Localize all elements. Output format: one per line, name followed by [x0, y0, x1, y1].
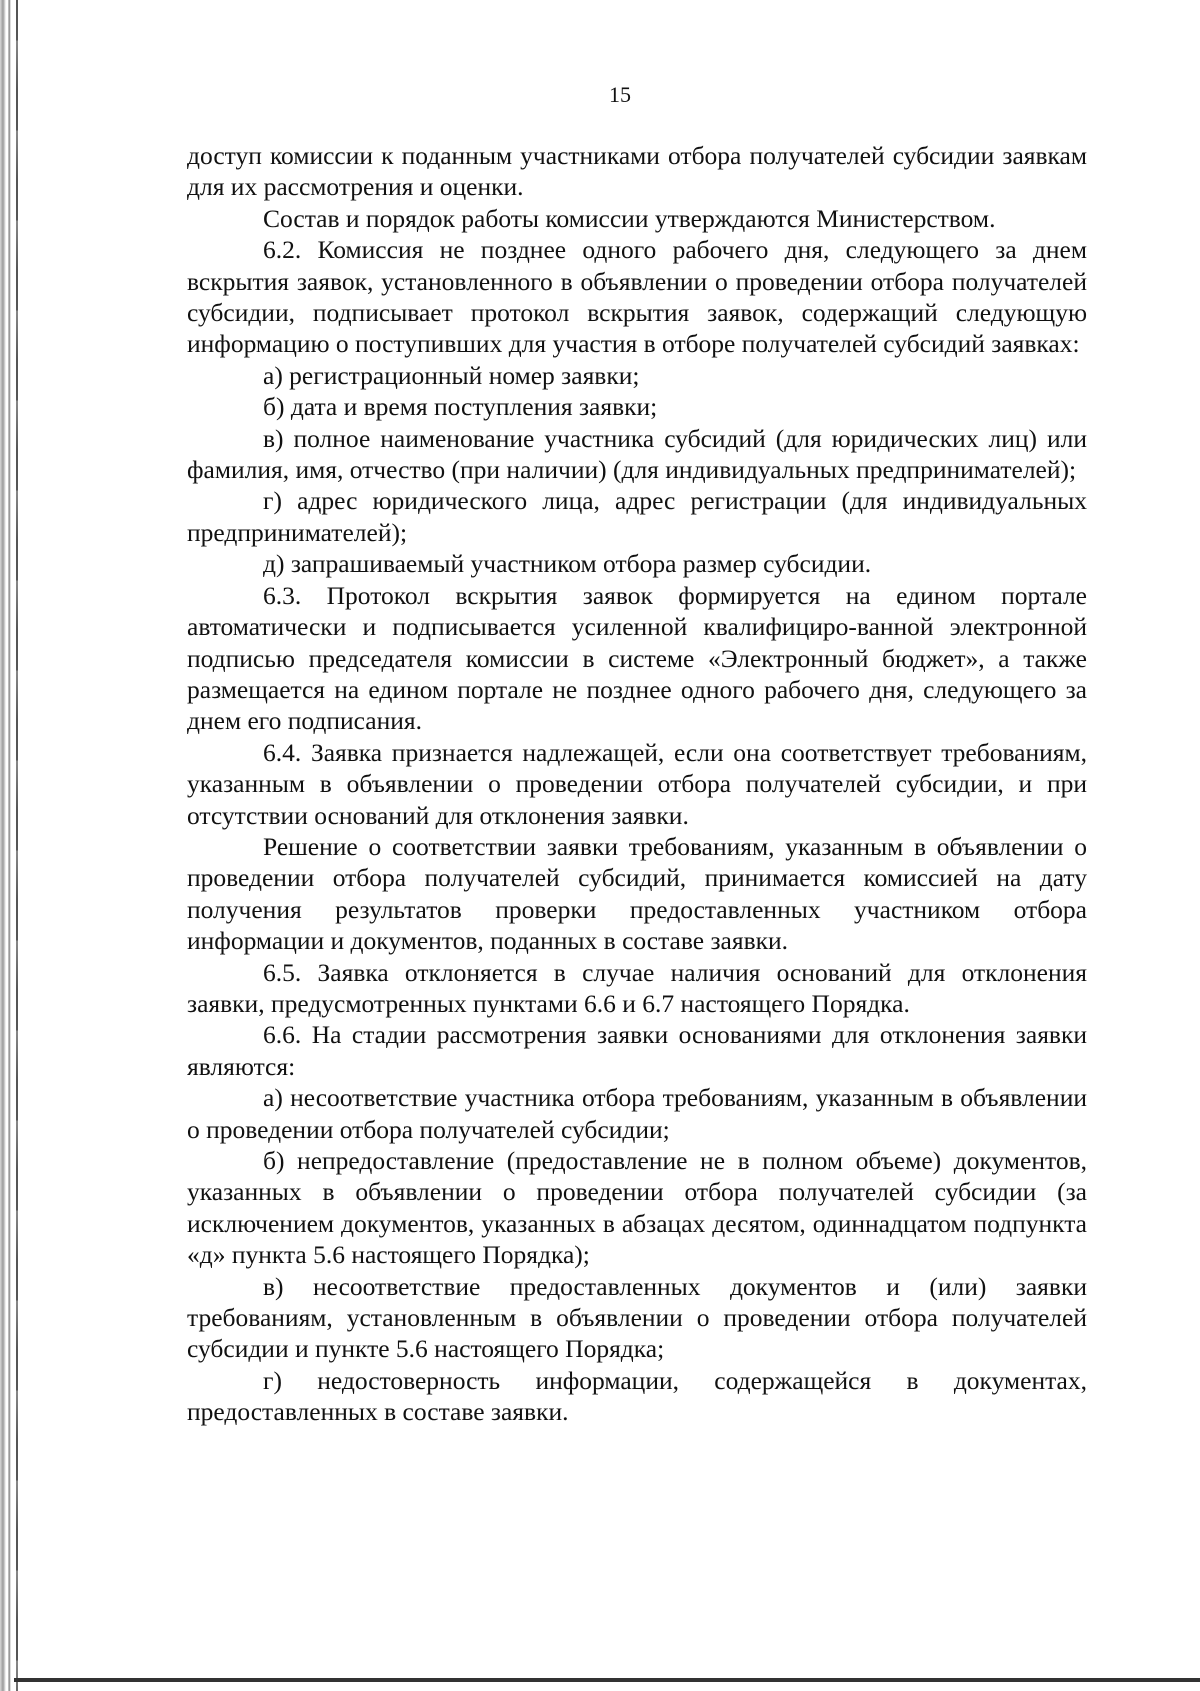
- document-body: [187, 140, 1087, 1428]
- paragraph: Решение о соответствии заявки требованиям, указанным в объявлении о проведении отбора получателей субсидий, принимается комиссией на дату получения результатов проверки предоставленных участником отбора информации и документов, поданных в составе заявки.: [187, 831, 1087, 956]
- scan-edge-line: [16, 0, 18, 1691]
- paragraph: г) адрес юридического лица, адрес регистрации (для индивидуальных предпринимателей);: [187, 486, 1087, 547]
- scan-edge-bottom: [14, 1678, 1200, 1682]
- paragraph: б) дата и время поступления заявки;: [263, 392, 658, 422]
- paragraph: а) несоответствие участника отбора требованиям, указанным в объявлении о проведении отбора получателей субсидии;: [187, 1083, 1087, 1144]
- paragraph: в) полное наименование участника субсидий (для юридических лиц) или фамилия, имя, отчество (при наличии) (для индивидуальных предпринимателей);: [187, 423, 1087, 485]
- paragraph: Состав и порядок работы комиссии утверждаются Министерством.: [263, 203, 996, 233]
- paragraph: в) несоответствие предоставленных документов и (или) заявки требованиям, установленным в объявлении о проведении отбора получателей субсидии и пункте 5.6 настоящего Порядка;: [187, 1271, 1087, 1364]
- paragraph: доступ комиссии к поданным участниками отбора получателей субсидии заявкам для их рассмотрения и оценки.: [187, 141, 1087, 202]
- paragraph: 6.2. Комиссия не позднее одного рабочего дня, следующего за днем вскрытия заявок, установленного в объявлении о проведении отбора получателей субсидии, подписывает протокол вскрытия заявок, содержащий следующую информацию о поступивших для участия в отборе получателей субсидий заявках:: [187, 235, 1087, 359]
- paragraph: 6.5. Заявка отклоняется в случае наличия оснований для отклонения заявки, предусмотренных пунктами 6.6 и 6.7 настоящего Порядка.: [187, 957, 1087, 1018]
- paragraph: 6.3. Протокол вскрытия заявок формируется на едином портале автоматически и подписывается усиленной квалифициро-ванной электронной подписью председателя комиссии в системе «Электронный бюджет», а также размещается на едином портале не позднее одного рабочего дня, следующего за днем его подписания.: [187, 580, 1087, 736]
- scan-edge-left: [0, 0, 14, 1691]
- paragraph: 6.6. На стадии рассмотрения заявки основаниями для отклонения заявки являются:: [187, 1020, 1087, 1081]
- paragraph: а) регистрационный номер заявки;: [263, 360, 640, 390]
- paragraph: 6.4. Заявка признается надлежащей, если она соответствует требованиям, указанным в объявлении о проведении отбора получателей субсидии, и при отсутствии оснований для отклонения заявки.: [187, 737, 1087, 830]
- paragraph: д) запрашиваемый участником отбора размер субсидии.: [263, 549, 872, 579]
- page-number: 15: [609, 82, 631, 107]
- paragraph: б) непредоставление (предоставление не в полном объеме) документов, указанных в объявлении о проведении отбора получателей субсидии (за исключением документов, указанных в абзацах десятом, одиннадцатом подпункта «д» пункта 5.6 настоящего Порядка);: [187, 1146, 1087, 1270]
- paragraph: г) недостоверность информации, содержащейся в документах, предоставленных в составе заявки.: [187, 1365, 1087, 1427]
